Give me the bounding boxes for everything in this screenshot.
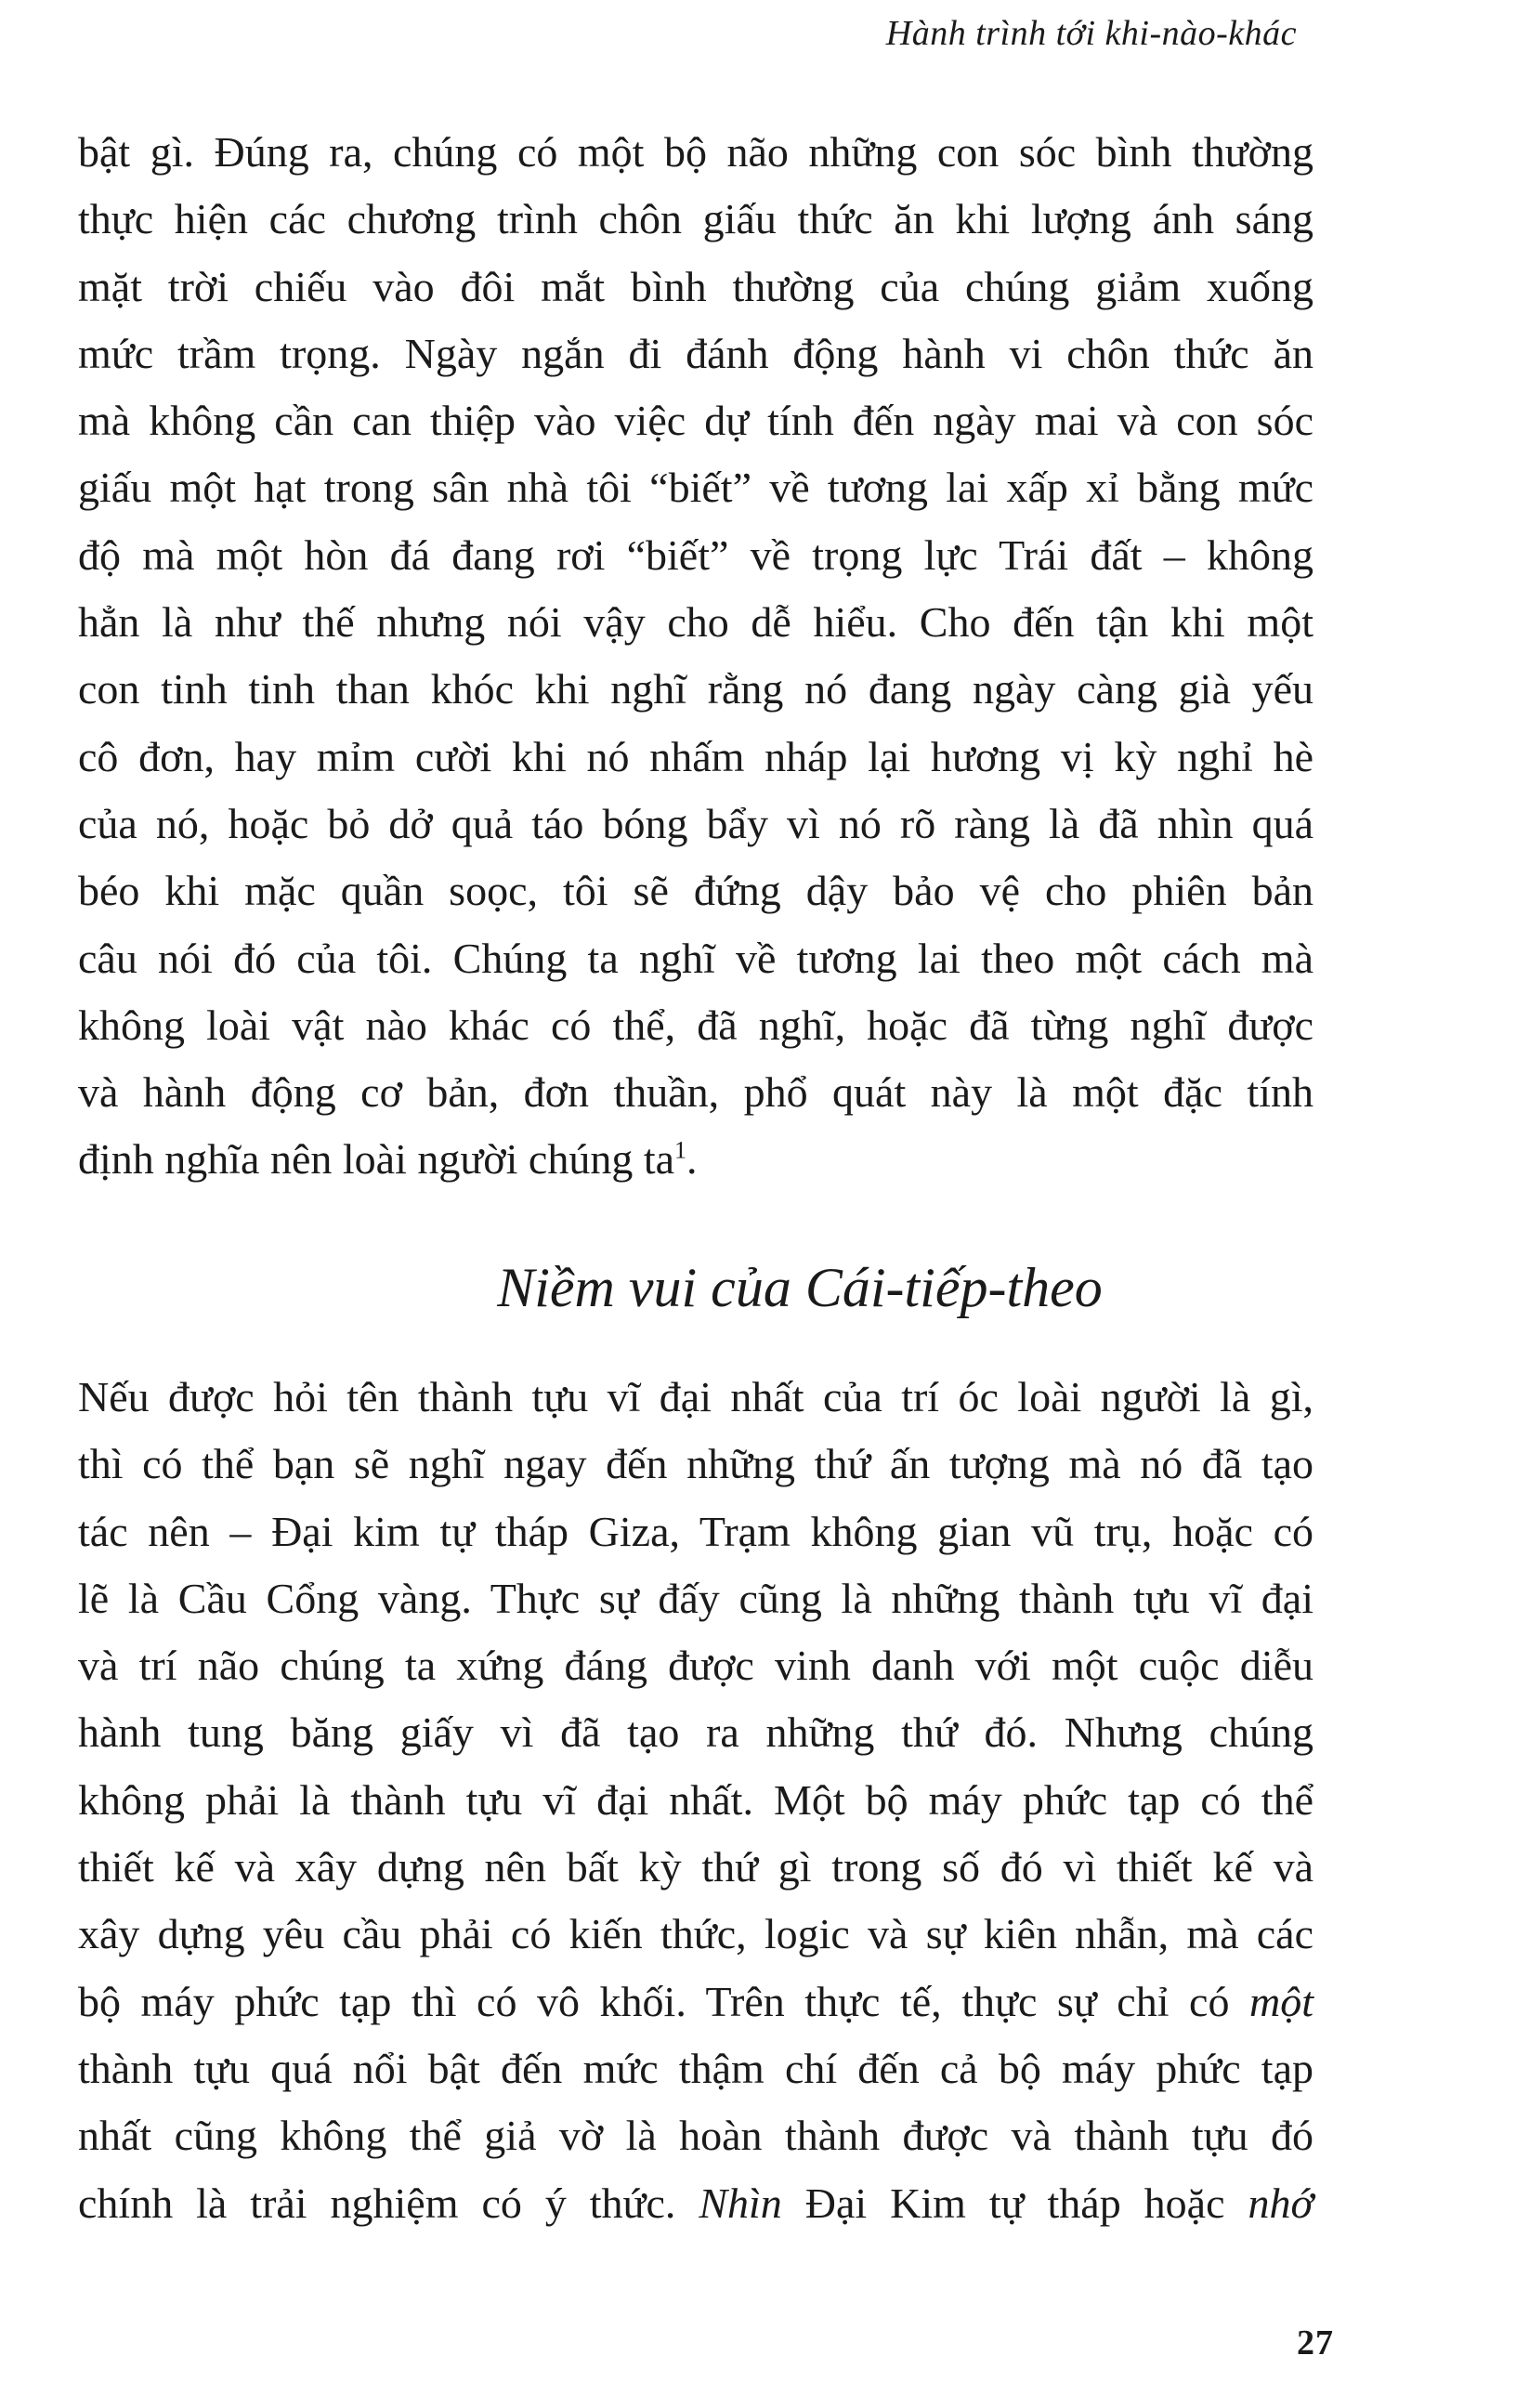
- text-line: thành tựu quá nổi bật đến mức thậm chí đến cả bộ máy phức tạp: [78, 2044, 1313, 2092]
- text-line-content: Đại Kim tự tháp hoặc: [804, 2179, 1225, 2227]
- text-line: tác nên – Đại kim tự tháp Giza, Trạm không gian vũ trụ, hoặc có: [78, 1507, 1313, 1555]
- text-line: con tinh tinh than khóc khi nghĩ rằng nó đang ngày càng già yếu: [78, 665, 1313, 713]
- text-line: cô đơn, hay mỉm cười khi nó nhấm nháp lại hương vị kỳ nghỉ hè: [78, 732, 1313, 780]
- text-line: [78, 2170, 1313, 2237]
- text-line: thì có thể bạn sẽ nghĩ ngay đến những thứ ấn tượng mà nó đã tạo: [78, 1440, 1313, 1488]
- text-line: mức trầm trọng. Ngày ngắn đi đánh động hành vi chôn thức ăn: [78, 329, 1313, 377]
- section-heading: Niềm vui của Cái-tiếp-theo: [497, 1257, 1103, 1318]
- text-line: hẳn là như thế nhưng nói vậy cho dễ hiểu. Cho đến tận khi một: [78, 598, 1313, 647]
- text-line-content: chính là trải nghiệm có ý thức.: [78, 2179, 676, 2227]
- text-line: và trí não chúng ta xứng đáng được vinh danh với một cuộc diễu: [78, 1642, 1313, 1690]
- text-line: mặt trời chiếu vào đôi mắt bình thường của chúng giảm xuống: [78, 262, 1313, 310]
- text-line: béo khi mặc quần soọc, tôi sẽ đứng dậy bảo vệ cho phiên bản: [78, 867, 1313, 915]
- text-line: không loài vật nào khác có thể, đã nghĩ, hoặc đã từng nghĩ được: [78, 1001, 1313, 1049]
- text-line: xây dựng yêu cầu phải có kiến thức, logic và sự kiên nhẫn, mà các: [78, 1910, 1313, 1958]
- paragraph-2: [78, 1364, 1313, 2237]
- text-line-last: [78, 1126, 1313, 1193]
- text-line: [78, 1969, 1313, 2035]
- running-header: Hành trình tới khi-nào-khác: [885, 14, 1297, 53]
- text-line: thiết kế và xây dựng nên bất kỳ thứ gì trong số đó vì thiết kế và: [78, 1843, 1313, 1891]
- text-line: không phải là thành tựu vĩ đại nhất. Một bộ máy phức tạp có thể: [78, 1775, 1313, 1824]
- text-line: câu nói đó của tôi. Chúng ta nghĩ về tương lai theo một cách mà: [78, 934, 1313, 982]
- text-line-content: định nghĩa nên loài người chúng ta: [78, 1135, 675, 1184]
- emphasis-word: một: [1249, 1977, 1313, 2025]
- text-line: và hành động cơ bản, đơn thuần, phổ quát này là một đặc tính: [78, 1068, 1313, 1117]
- text-line: nhất cũng không thể giả vờ là hoàn thành được và thành tựu đó: [78, 2112, 1313, 2160]
- emphasis-word: nhớ: [1248, 2179, 1314, 2227]
- text-line: độ mà một hòn đá đang rơi “biết” về trọng lực Trái đất – không: [78, 530, 1313, 579]
- text-line: mà không cần can thiệp vào việc dự tính đến ngày mai và con sóc: [78, 397, 1313, 445]
- text-line: thực hiện các chương trình chôn giấu thức ăn khi lượng ánh sáng: [78, 195, 1313, 243]
- paragraph-1: [78, 119, 1313, 1194]
- text-line: bật gì. Đúng ra, chúng có một bộ não những con sóc bình thường: [78, 128, 1313, 176]
- end-punctuation: .: [686, 1135, 698, 1184]
- page-number: 27: [1297, 2323, 1334, 2362]
- text-line: giấu một hạt trong sân nhà tôi “biết” về tương lai xấp xỉ bằng mức: [78, 464, 1313, 512]
- emphasis-word: Nhìn: [699, 2179, 782, 2227]
- text-line: hành tung băng giấy vì đã tạo ra những thứ đó. Nhưng chúng: [78, 1708, 1313, 1757]
- text-line: lẽ là Cầu Cổng vàng. Thực sự đấy cũng là những thành tựu vĩ đại: [78, 1574, 1313, 1622]
- text-line-content: bộ máy phức tạp thì có vô khối. Trên thực tế, thực sự chỉ có: [78, 1977, 1230, 2025]
- footnote-marker[interactable]: 1: [674, 1137, 687, 1165]
- text-line: của nó, hoặc bỏ dở quả táo bóng bẩy vì nó rõ ràng là đã nhìn quá: [78, 799, 1313, 847]
- text-line: Nếu được hỏi tên thành tựu vĩ đại nhất của trí óc loài người là gì,: [78, 1373, 1313, 1420]
